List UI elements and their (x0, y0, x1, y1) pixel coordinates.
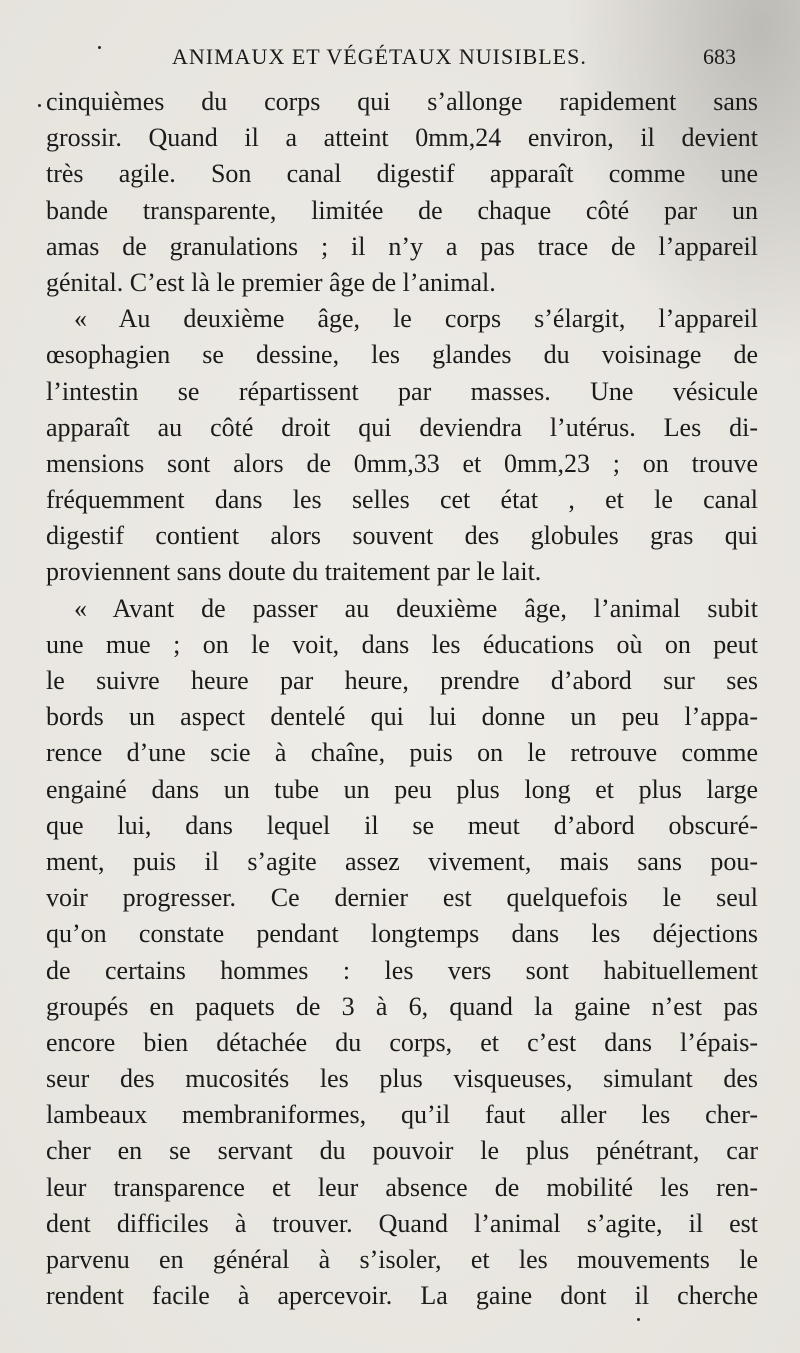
text-line: qu’on constate pendant longtemps dans les déjections (46, 919, 758, 949)
text-line: rence d’une scie à chaîne, puis on le retrouve comme (46, 738, 758, 768)
text-line: lambeaux membraniformes, qu’il faut aller les cher- (46, 1100, 758, 1130)
page-number: 683 (703, 44, 736, 69)
text-line: rendent facile à apercevoir. La gaine dont il cherche (46, 1281, 758, 1311)
print-speck (98, 46, 101, 49)
text-line: voir progresser. Ce dernier est quelquefois le seul (46, 883, 758, 913)
text-line: de certains hommes : les vers sont habituellement (46, 955, 758, 985)
text-line: génital. C’est là le premier âge de l’animal. (46, 267, 496, 297)
text-line: le suivre heure par heure, prendre d’abord sur ses (46, 666, 758, 695)
text-line: dent difficiles à trouver. Quand l’animal s’agite, il est (46, 1208, 758, 1238)
text-line: proviennent sans doute du traitement par le lait. (46, 557, 542, 587)
print-speck (637, 1318, 640, 1321)
page-header (0, 40, 800, 76)
text-line: fréquemment dans les selles cet état , et le canal (46, 485, 758, 515)
text-line: ment, puis il s’agite assez vivement, mais sans pou- (46, 846, 758, 876)
text-line: engainé dans un tube un peu plus long et plus large (46, 774, 758, 804)
running-title: ANIMAUX ET VÉGÉTAUX NUISIBLES. (172, 44, 587, 69)
text-line: parvenu en général à s’isoler, et les mouvements le (46, 1245, 758, 1274)
text-line: œsophagien se dessine, les glandes du voisinage de (46, 340, 758, 370)
text-line: seur des mucosités les plus visqueuses, simulant des (46, 1064, 758, 1094)
text-line: apparaît au côté droit qui deviendra l’utérus. Les di- (46, 412, 758, 442)
body-text (46, 84, 758, 1314)
text-line: « Au deuxième âge, le corps s’élargit, l’appareil (74, 304, 758, 334)
text-line: l’intestin se répartissent par masses. Une vésicule (46, 376, 758, 406)
text-line: très agile. Son canal digestif apparaît comme une (46, 159, 758, 189)
text-line: que lui, dans lequel il se meut d’abord obscuré- (46, 810, 758, 840)
print-speck (38, 104, 41, 107)
text-line: bords un aspect dentelé qui lui donne un peu l’appa- (46, 702, 758, 732)
text-line: groupés en paquets de 3 à 6, quand la gaine n’est pas (46, 991, 758, 1021)
text-line: cher en se servant du pouvoir le plus pénétrant, car (46, 1136, 758, 1166)
text-line: digestif contient alors souvent des globules gras qui (46, 521, 758, 551)
text-line: cinquièmes du corps qui s’allonge rapidement sans (46, 87, 758, 116)
text-line: leur transparence et leur absence de mobilité les ren- (46, 1172, 758, 1202)
text-line: encore bien détachée du corps, et c’est dans l’épais- (46, 1027, 758, 1057)
text-line: « Avant de passer au deuxième âge, l’animal subit (74, 593, 758, 623)
text-line: une mue ; on le voit, dans les éducations où on peut (46, 629, 758, 659)
text-line: grossir. Quand il a atteint 0mm,24 environ, il devient (46, 123, 758, 153)
text-line: bande transparente, limitée de chaque côté par un (46, 195, 758, 225)
text-line: amas de granulations ; il n’y a pas trace de l’appareil (46, 231, 758, 261)
text-line: mensions sont alors de 0mm,33 et 0mm,23 ; on trouve (46, 448, 758, 478)
